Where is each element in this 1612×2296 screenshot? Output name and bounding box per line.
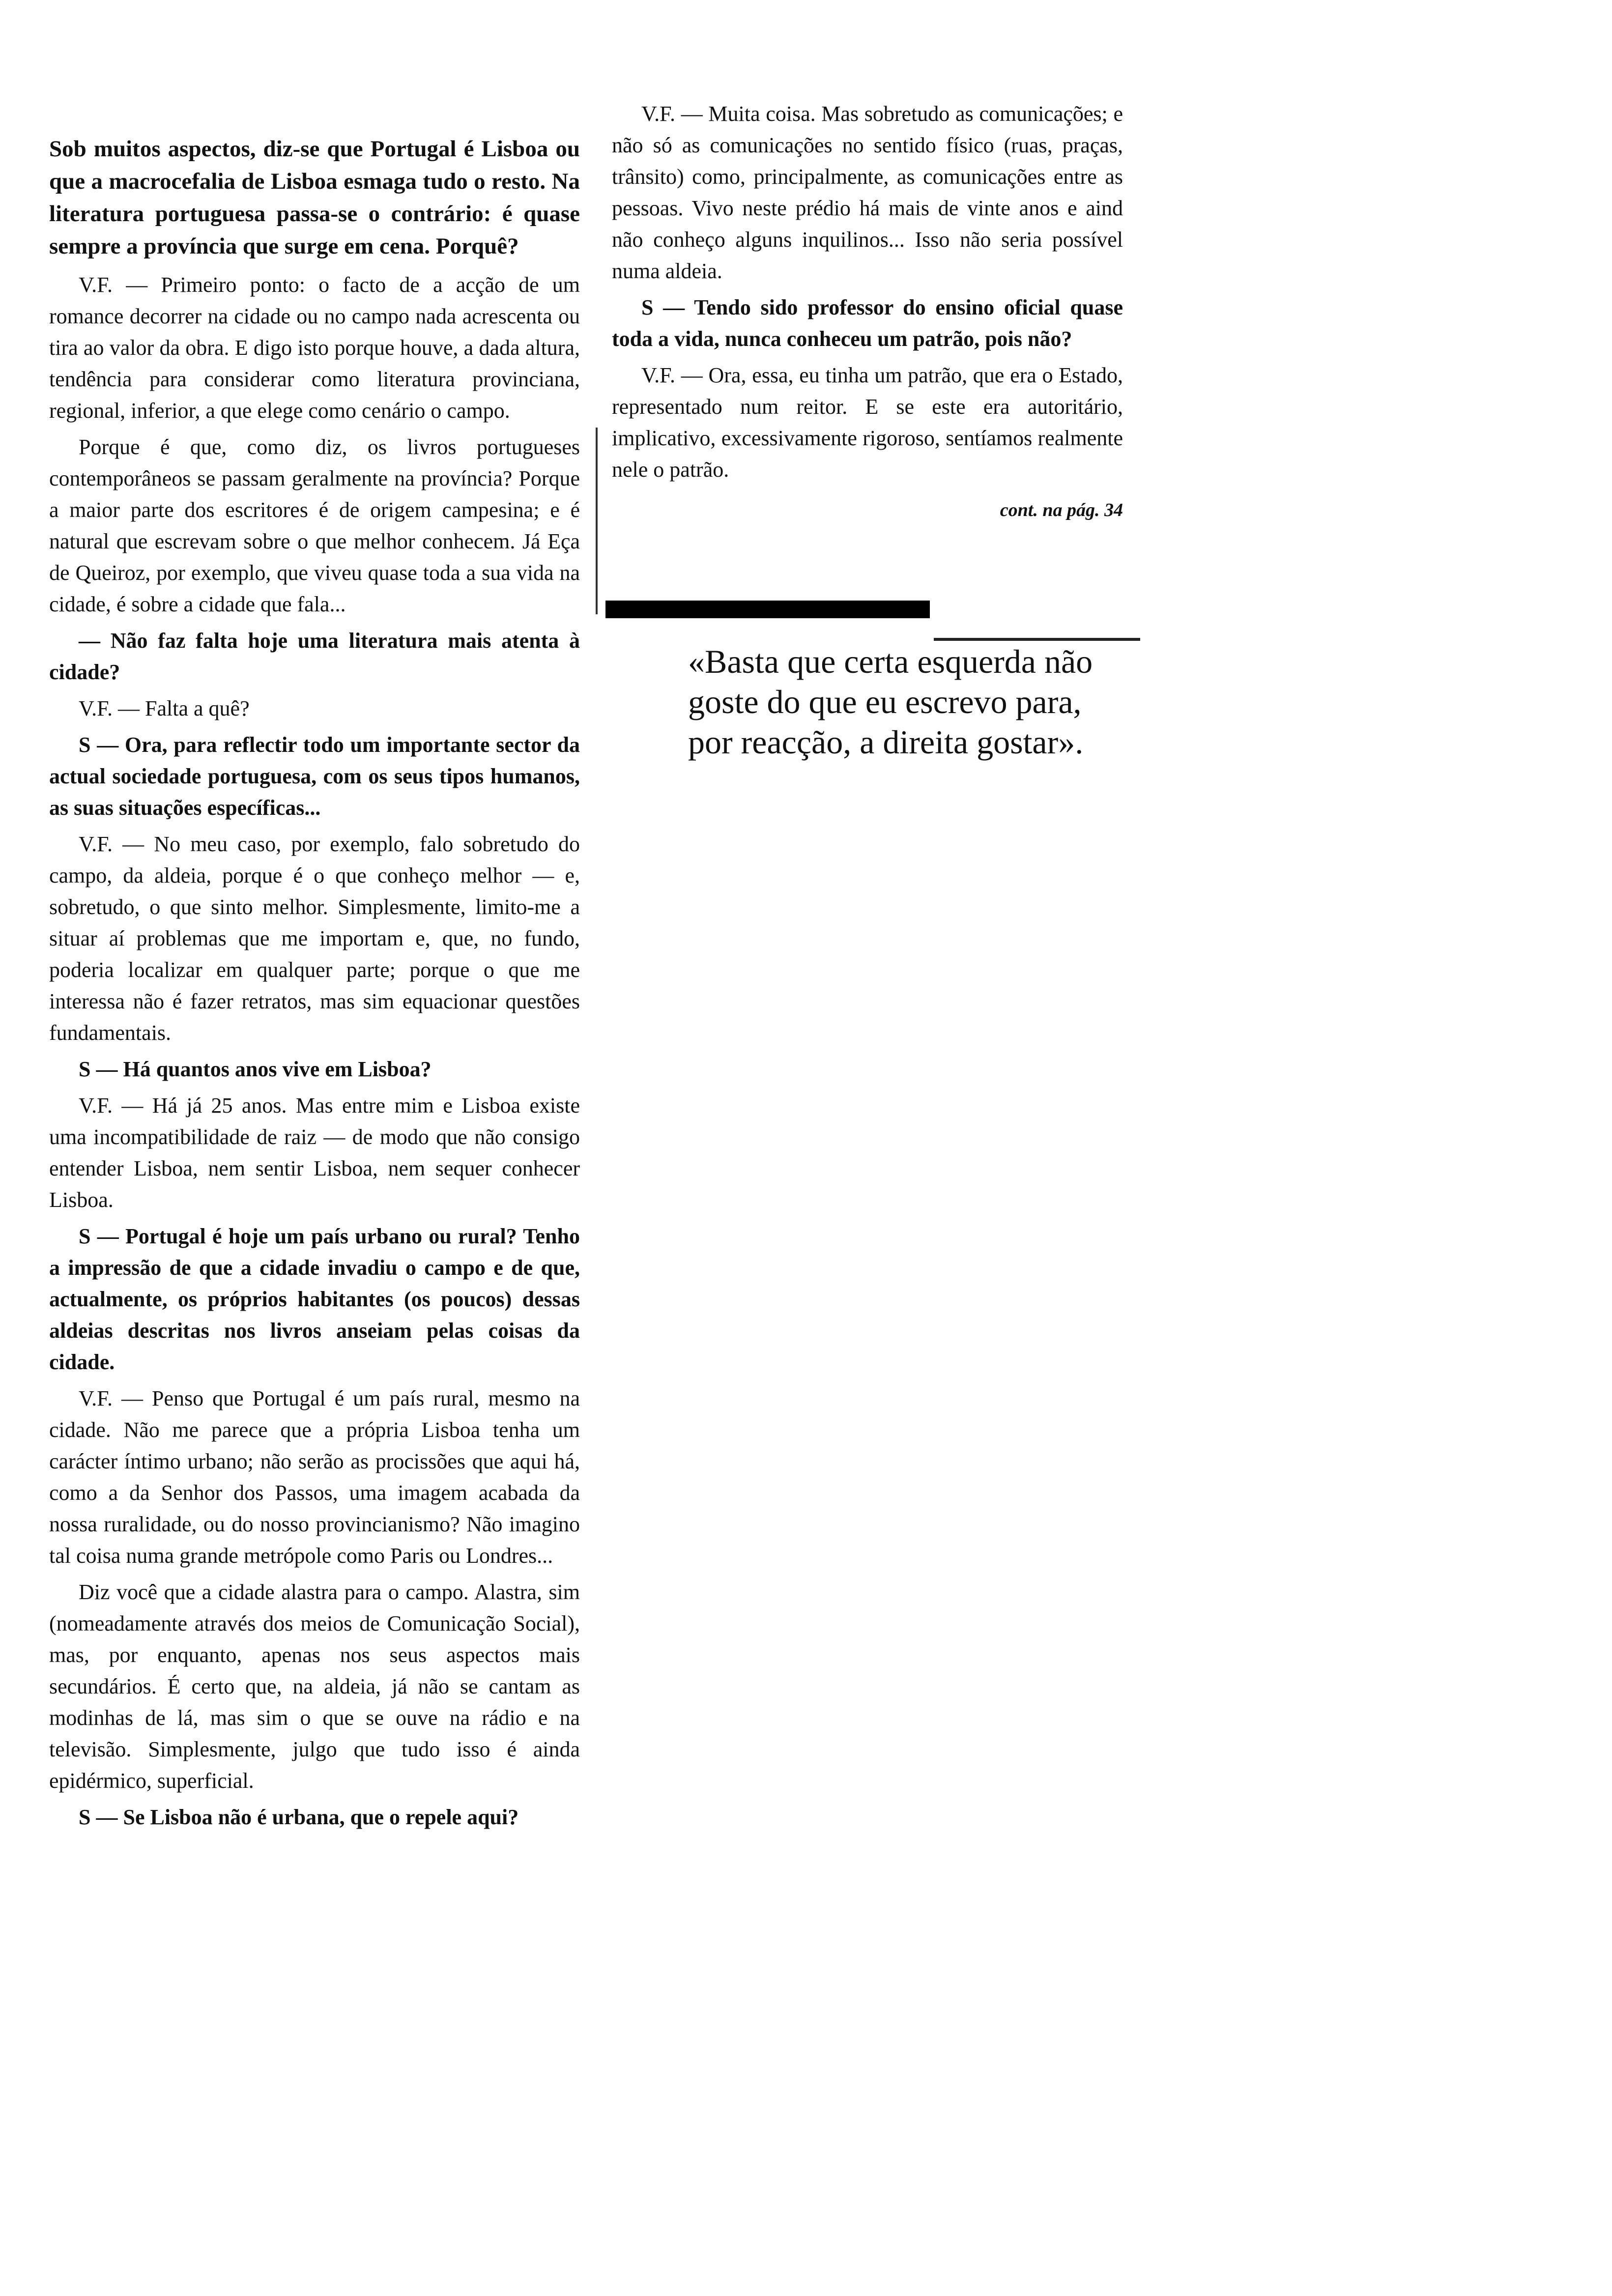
answer-paragraph: V.F. — Falta a quê? bbox=[79, 696, 250, 720]
continuation-note: cont. na pág. 34 bbox=[1000, 500, 1123, 520]
answer-paragraph: V.F. — No meu caso, por exemplo, falo sobretudo do campo, da aldeia, porque é o que conheço melhor — e, sobretudo, o que sinto melhor. Simplesmente, limito-me a situar aí problemas que me importam e, que, no fundo, poderia localizar em qualquer parte; porque o que me interessa não é fazer retratos, mas sim equacionar questões fundamentais. bbox=[49, 832, 580, 1045]
section-rule bbox=[605, 601, 930, 618]
answer-paragraph: V.F. — Ora, essa, eu tinha um patrão, que era o Estado, representado num reitor. E se este era autoritário, implicativo, excessivamente rigoroso, sentíamos realmente nele o patrão. bbox=[612, 363, 1123, 482]
interview-question: S — Portugal é hoje um país urbano ou rural? Tenho a impressão de que a cidade invadiu o campo e de que, actualmente, os próprios habitantes (os poucos) dessas aldeias descritas nos livros anseiam pelas coisas da cidade. bbox=[49, 1224, 580, 1374]
answer-paragraph: V.F. — Penso que Portugal é um país rural, mesmo na cidade. Não me parece que a própria Lisboa tenha um carácter íntimo urbano; não serão as procissões que aqui há, como a da Senhor dos Passos, uma imagem acabada da nossa ruralidade, ou do nosso provincianismo? Não imagino tal coisa numa grande metrópole como Paris ou Londres... bbox=[49, 1386, 580, 1568]
interview-question: — Não faz falta hoje uma literatura mais atenta à cidade? bbox=[49, 629, 580, 684]
interview-question: S — Se Lisboa não é urbana, que o repele aqui? bbox=[79, 1805, 519, 1829]
answer-paragraph: V.F. — Primeiro ponto: o facto de a acção de um romance decorrer na cidade ou no campo nada acrescenta ou tira ao valor da obra. E digo isto porque houve, a dada altura, tendência para considerar como literatura provinciana, regional, inferior, a que elege como cenário o campo. bbox=[49, 273, 580, 423]
interview-question: S — Ora, para reflectir todo um importante sector da actual sociedade portuguesa, com os seus tipos humanos, as suas situações específicas... bbox=[49, 733, 580, 820]
thin-rule bbox=[934, 638, 1140, 641]
right-column bbox=[612, 0, 1123, 531]
intro-question: Sob muitos aspectos, diz-se que Portugal é Lisboa ou que a macrocefalia de Lisboa esmaga tudo o resto. Na literatura portuguesa passa-se o contrário: é quase sempre a província que surge em cena. Porquê? bbox=[49, 136, 580, 259]
left-column bbox=[49, 0, 580, 1838]
pull-quote: «Basta que certa esquerda não goste do que eu escrevo para, por reacção, a direita gostar». bbox=[688, 643, 1093, 761]
column-divider bbox=[596, 428, 598, 614]
interview-question: S — Há quantos anos vive em Lisboa? bbox=[79, 1057, 432, 1081]
answer-paragraph: V.F. — Há já 25 anos. Mas entre mim e Lisboa existe uma incompatibilidade de raiz — de modo que não consigo entender Lisboa, nem sentir Lisboa, nem sequer conhecer Lisboa. bbox=[49, 1093, 580, 1212]
answer-paragraph: Porque é que, como diz, os livros portugueses contemporâneos se passam geralmente na província? Porque a maior parte dos escritores é de origem campesina; e é natural que escrevam sobre o que melhor conhecem. Já Eça de Queiroz, por exemplo, que viveu quase toda a sua vida na cidade, é sobre a cidade que fala... bbox=[49, 435, 580, 616]
answer-paragraph: Diz você que a cidade alastra para o campo. Alastra, sim (nomeadamente através dos meios de Comunicação Social), mas, por enquanto, apenas nos seus aspectos mais secundários. É certo que, na aldeia, já não se cantam as modinhas de lá, mas sim o que se ouve na rádio e na televisão. Simplesmente, julgo que tudo isso é ainda epidérmico, superficial. bbox=[49, 1580, 580, 1793]
interview-question: S — Tendo sido professor do ensino oficial quase toda a vida, nunca conheceu um patrão, pois não? bbox=[612, 295, 1123, 351]
answer-paragraph: V.F. — Muita coisa. Mas sobretudo as comunicações; e não só as comunicações no sentido físico (ruas, praças, trânsito) como, principalmente, as comunicações entre as pessoas. Vivo neste prédio há mais de vinte anos e aind não conheço alguns inquilinos... Isso não seria possível numa aldeia. bbox=[612, 102, 1123, 283]
